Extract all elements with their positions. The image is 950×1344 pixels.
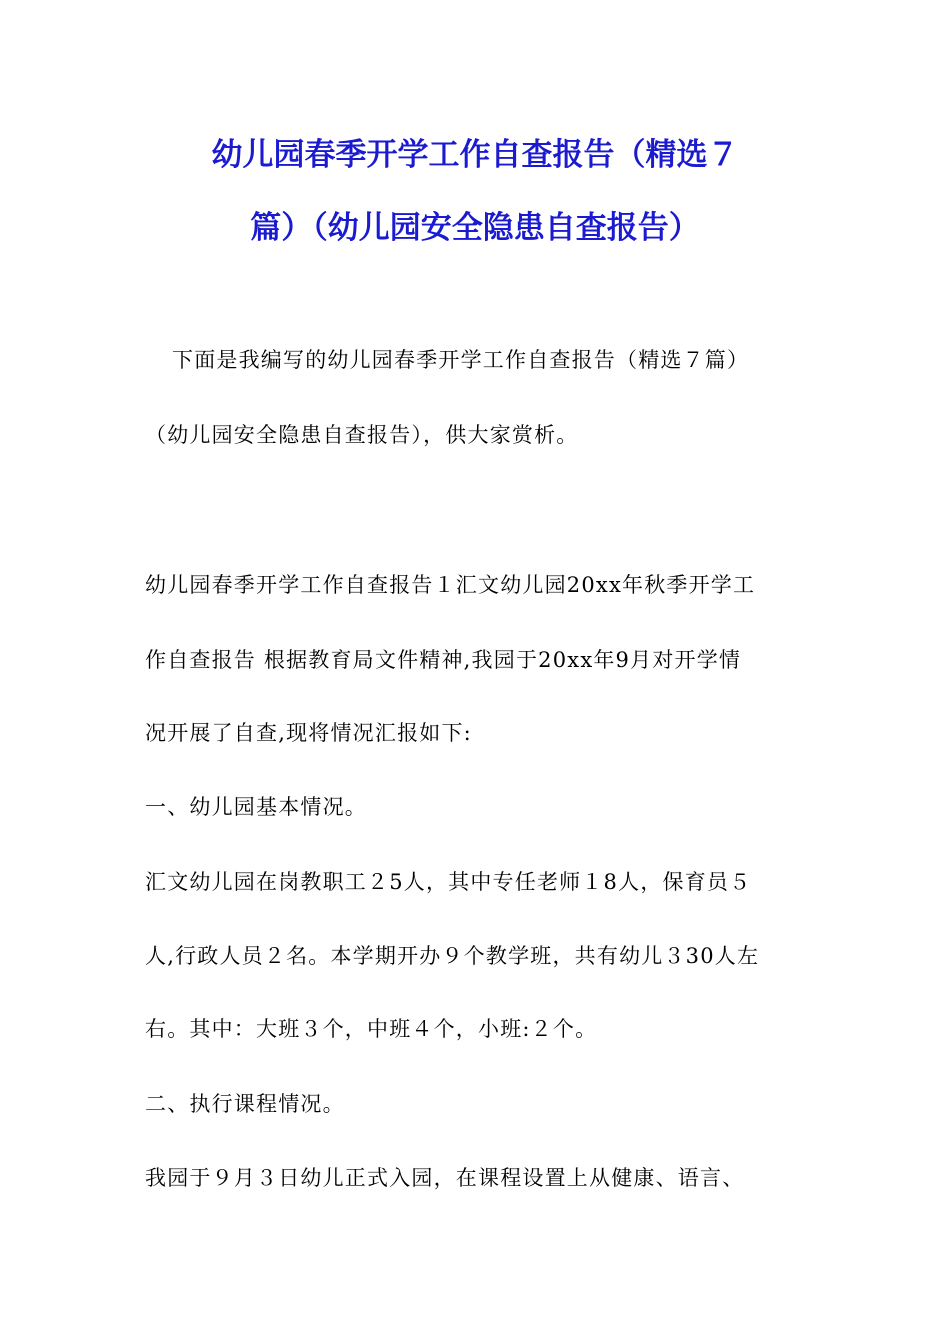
document-title-line-1: 幼儿园春季开学工作自查报告（精选７ [211, 137, 739, 173]
body-line-3: 况开展了自查,现将情况汇报如下: [145, 721, 472, 745]
section-heading-2: 二、执行课程情况。 [145, 1092, 345, 1116]
intro-line-1: 下面是我编写的幼儿园春季开学工作自查报告（精选７篇） [172, 348, 750, 372]
intro-line-2: （幼儿园安全隐患自查报告），供大家赏析。 [145, 423, 579, 447]
body-line-6: 人,行政人员２名。本学期开办９个教学班，共有幼儿３30人左 [145, 944, 760, 968]
section-heading-1: 一、幼儿园基本情况。 [145, 795, 367, 819]
body-line-9: 我园于９月３日幼儿正式入园，在课程设置上从健康、语言、 [145, 1166, 745, 1190]
body-line-1: 幼儿园春季开学工作自查报告１汇文幼儿园20xx年秋季开学工 [145, 573, 756, 597]
document-title-line-2: 篇）（幼儿园安全隐患自查报告） [250, 210, 700, 246]
body-line-5: 汇文幼儿园在岗教职工２5人，其中专任老师１8人，保育员５ [145, 870, 752, 894]
body-line-2: 作自查报告 根据教育局文件精神,我园于20xx年9月对开学情 [145, 648, 742, 672]
body-line-7: 右。其中：大班３个，中班４个，小班:２个。 [145, 1017, 598, 1041]
